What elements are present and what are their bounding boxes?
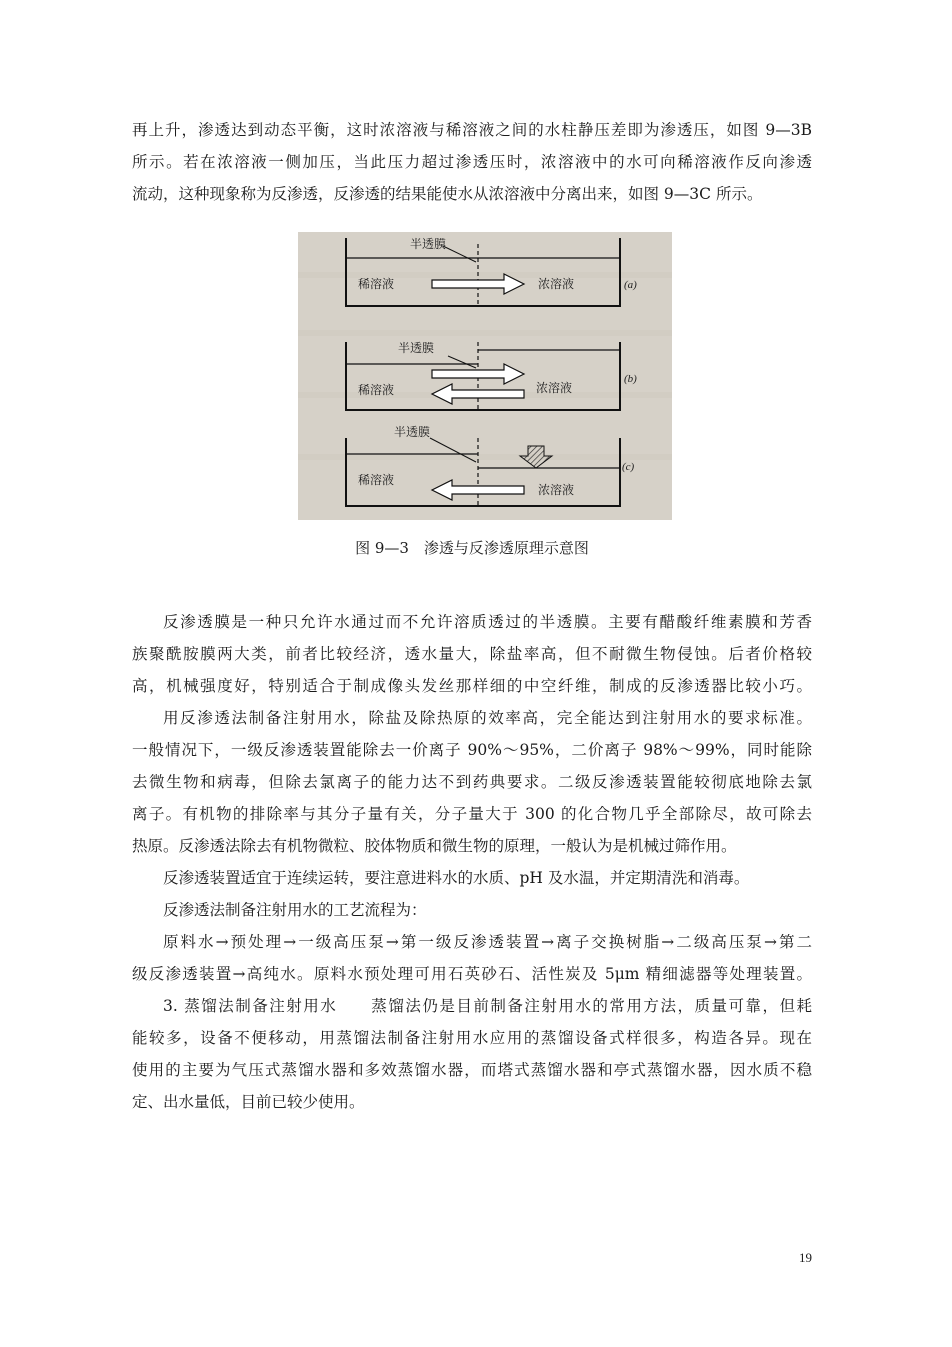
text-line: 去微生物和病毒，但除去氯离子的能力达不到药典要求。二级反渗透装置能较彻底地除去氯 <box>132 773 812 791</box>
osmosis-diagram <box>298 232 672 520</box>
text-line: 定、出水量低，目前已较少使用。 <box>132 1093 365 1111</box>
text-line: 使用的主要为气压式蒸馏水器和多效蒸馏水器，而塔式蒸馏水器和亭式蒸馏水器，因水质不稳 <box>132 1061 812 1079</box>
membrane-label-b: 半透膜 <box>398 341 435 355</box>
membrane-label-c: 半透膜 <box>394 425 431 439</box>
panel-tag-b: (b) <box>624 373 637 385</box>
text-line: 所示。若在浓溶液一侧加压，当此压力超过渗透压时，浓溶液中的水可向稀溶液作反向渗透 <box>132 153 812 171</box>
text-line: 3. 蒸馏法制备注射用水 蒸馏法仍是目前制备注射用水的常用方法，质量可靠，但耗 <box>163 997 812 1015</box>
dilute-label-b: 稀溶液 <box>358 383 395 397</box>
text-line: 流动，这种现象称为反渗透，反渗透的结果能使水从浓溶液中分离出来，如图 9—3C 所示。 <box>132 185 763 203</box>
text-line: 反渗透法制备注射用水的工艺流程为： <box>163 901 427 919</box>
figure-caption: 图 9—3 渗透与反渗透原理示意图 <box>355 539 589 557</box>
dilute-label-c: 稀溶液 <box>358 473 395 487</box>
concentrated-label-b: 浓溶液 <box>536 381 573 395</box>
text-line: 原料水→预处理→一级高压泵→第一级反渗透装置→离子交换树脂→二级高压泵→第二 <box>163 933 812 951</box>
text-line: 高，机械强度好，特别适合于制成像头发丝那样细的中空纤维，制成的反渗透器比较小巧。 <box>132 677 812 695</box>
text-line: 热原。反渗透法除去有机物微粒、胶体物质和微生物的原理，一般认为是机械过筛作用。 <box>132 837 737 855</box>
text-line: 能较多，设备不便移动，用蒸馏法制备注射用水应用的蒸馏设备式样很多，构造各异。现在 <box>132 1029 812 1047</box>
panel-tag-c: (c) <box>622 461 635 473</box>
text-line: 族聚酰胺膜两大类，前者比较经济，透水量大，除盐率高，但不耐微生物侵蚀。后者价格较 <box>132 645 812 663</box>
concentrated-label-a: 浓溶液 <box>538 277 575 291</box>
text-line: 反渗透装置适宜于连续运转，要注意进料水的水质、pH 及水温，并定期清洗和消毒。 <box>163 869 750 887</box>
page-number: 19 <box>799 1250 812 1265</box>
text-line: 用反渗透法制备注射用水，除盐及除热原的效率高，完全能达到注射用水的要求标准。 <box>163 709 812 727</box>
text-line: 反渗透膜是一种只允许水通过而不允许溶质透过的半透膜。主要有醋酸纤维素膜和芳香 <box>163 613 812 631</box>
concentrated-label-c: 浓溶液 <box>538 483 575 497</box>
text-line: 一般情况下，一级反渗透装置能除去一价离子 90%～95%，二价离子 98%～99%，同时能除 <box>132 741 812 759</box>
osmosis-figure <box>298 232 672 520</box>
membrane-label-a: 半透膜 <box>410 237 447 251</box>
top-paragraph <box>132 114 812 210</box>
text-line: 再上升，渗透达到动态平衡，这时浓溶液与稀溶液之间的水柱静压差即为渗透压，如图 9—3B <box>132 121 812 139</box>
text-line: 离子。有机物的排除率与其分子量有关，分子量大于 300 的化合物几乎全部除尽，故可除去 <box>132 805 812 823</box>
body-text <box>132 606 812 1118</box>
dilute-label-a: 稀溶液 <box>358 277 395 291</box>
text-line: 级反渗透装置→高纯水。原料水预处理可用石英砂石、活性炭及 5μm 精细滤器等处理装置。 <box>132 965 812 983</box>
panel-tag-a: (a) <box>624 279 637 291</box>
